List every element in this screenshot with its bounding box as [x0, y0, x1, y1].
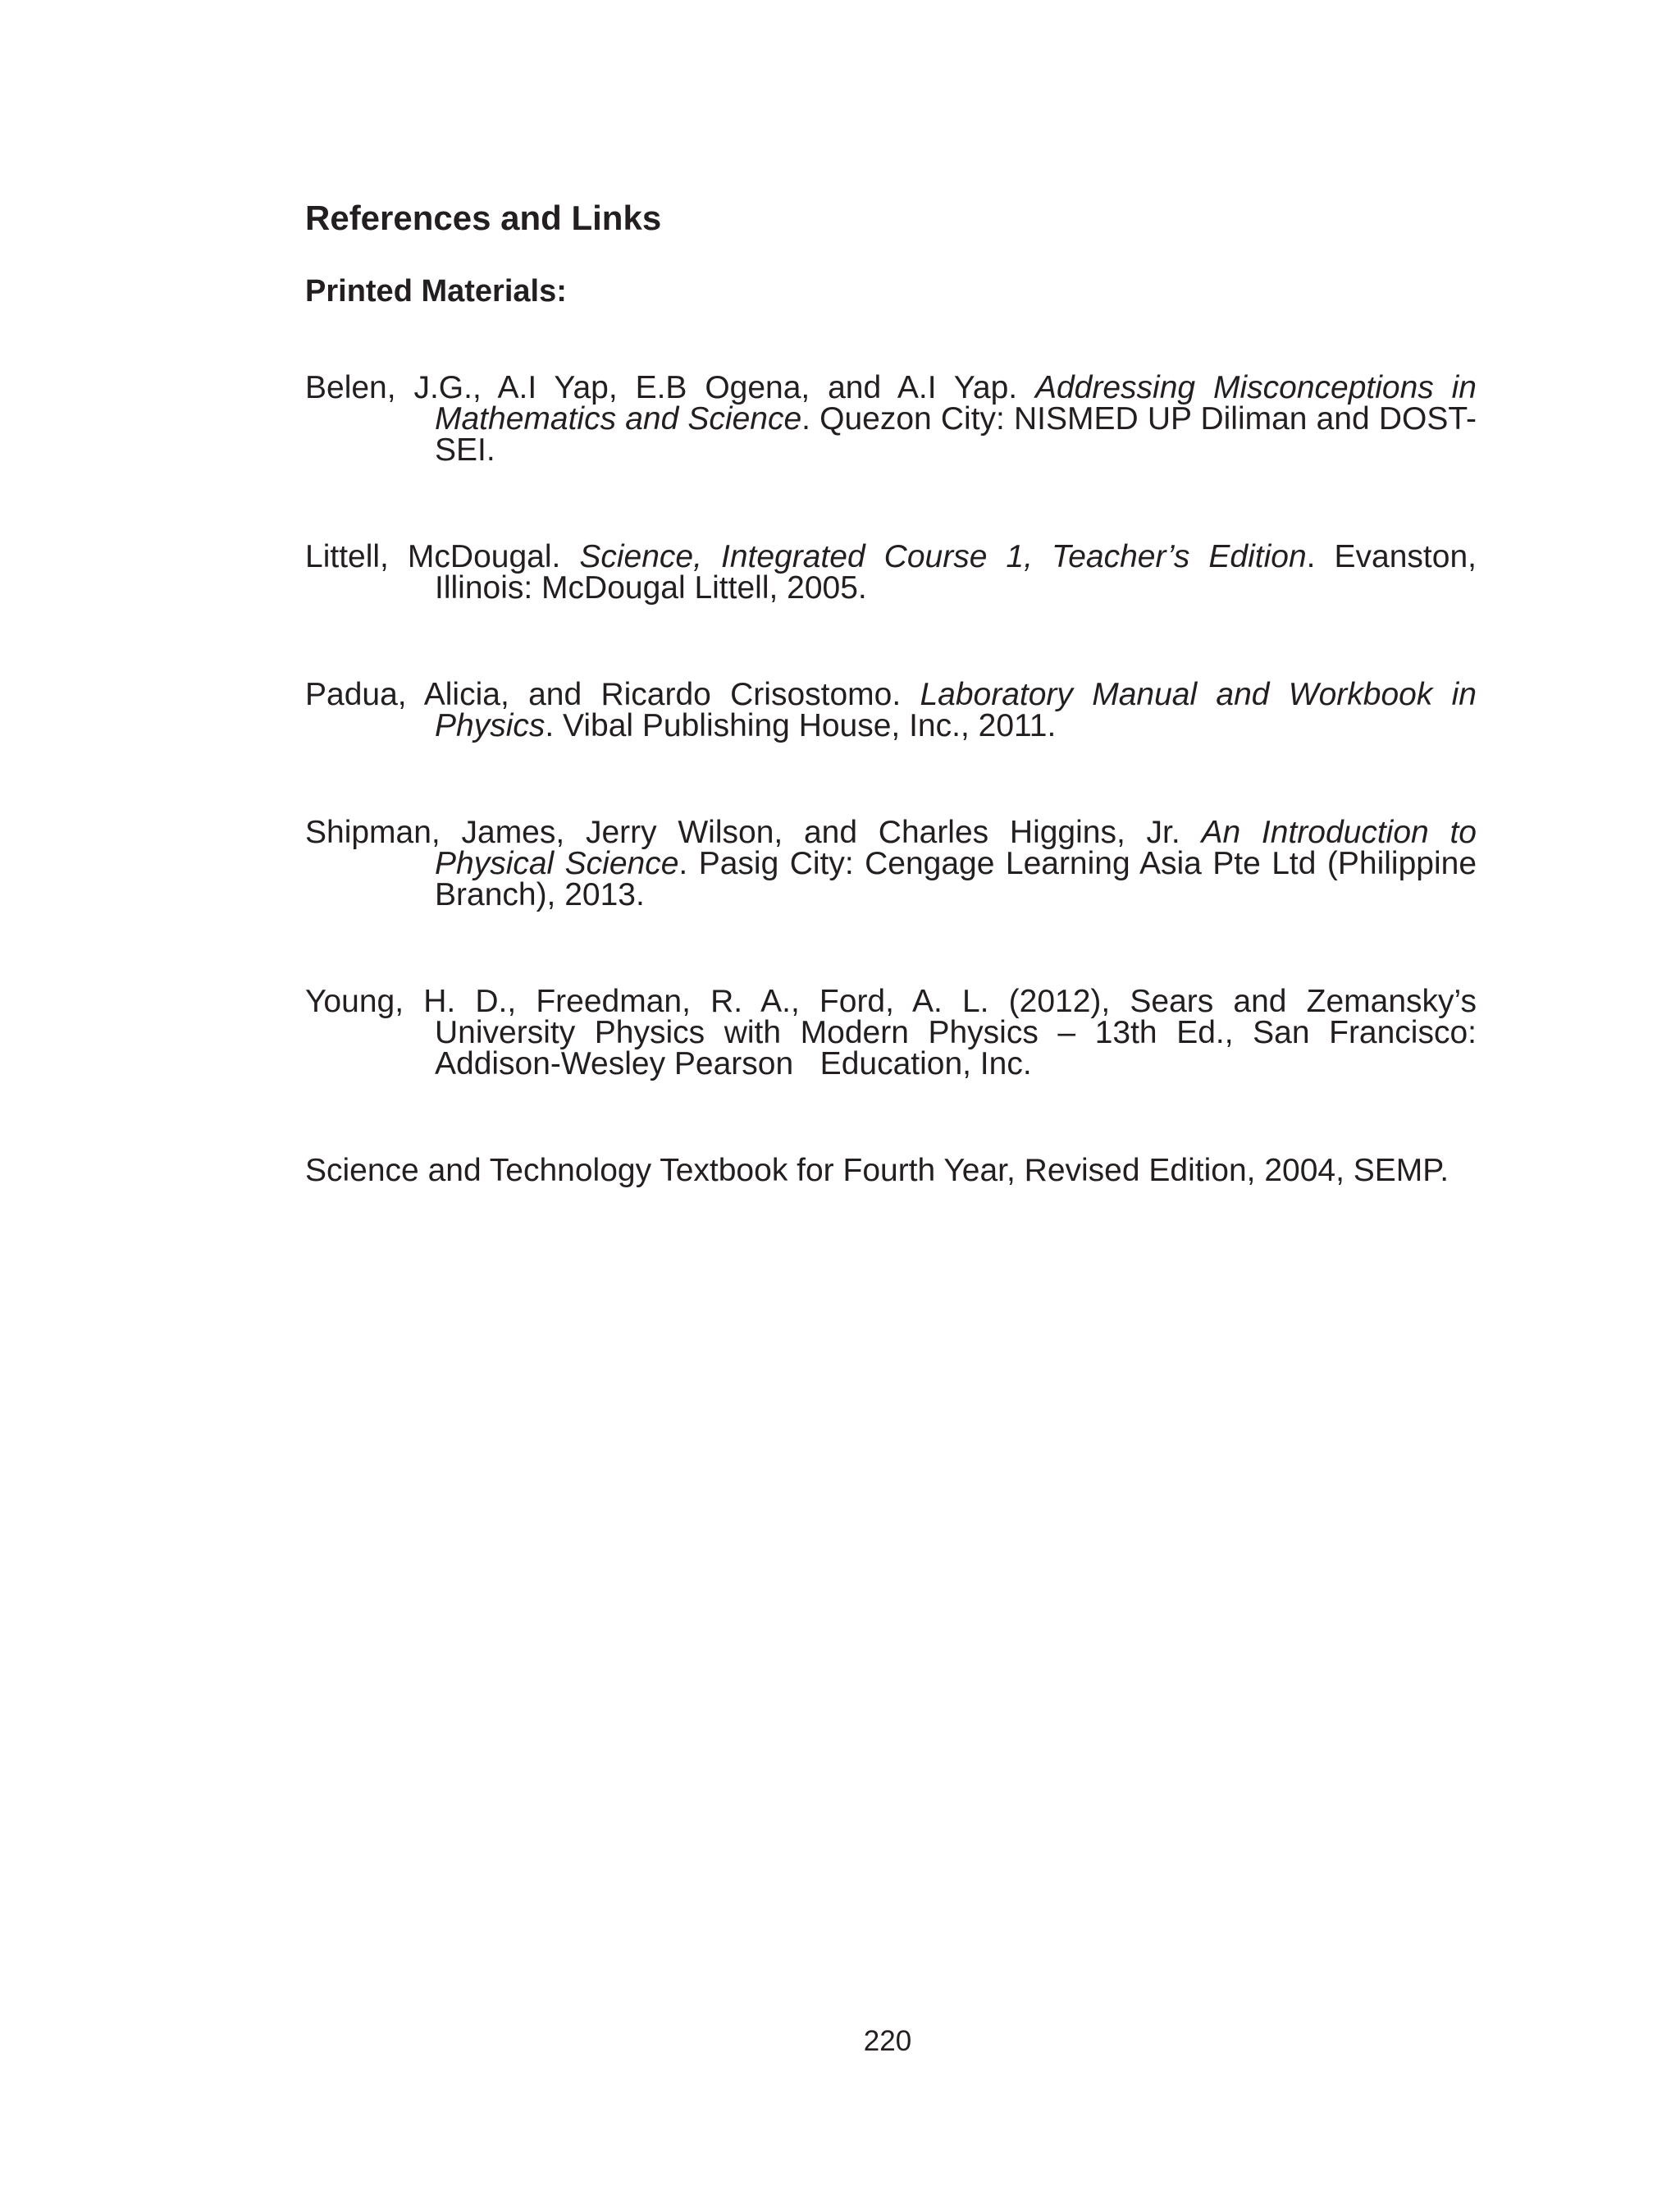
reference-text: Young, H. D., Freedman, R. A., Ford, A. L. (2012), Sears and Zemansky’s University Physics with Modern Physics – 13th Ed., San Francisco: Addison-Wesley Pearson Education, Inc. [305, 984, 1486, 1081]
reference-title: Science, Integrated Course 1, Teacher’s Edition [579, 539, 1307, 574]
reference-title: An Introduction to Physical Science [435, 815, 1477, 881]
reference-text: Science and Technology Textbook for Fourth Year, Revised Edition, 2004, SEMP. [305, 1153, 1449, 1188]
reference-publisher: . Vibal Publishing House, Inc., 2011. [545, 708, 1057, 743]
reference-entry [305, 817, 1477, 911]
reference-authors: Littell, McDougal. [305, 539, 580, 574]
reference-authors: Shipman, James, Jerry Wilson, and Charles Higgins, Jr. [305, 815, 1202, 850]
section-heading: References and Links [305, 199, 662, 237]
printed-materials-subheading: Printed Materials: [305, 274, 567, 309]
reference-publisher: . Quezon City: NISMED UP Diliman and DOST-SEI. [435, 401, 1477, 468]
reference-authors: Padua, Alicia, and Ricardo Crisostomo. [305, 677, 920, 712]
reference-publisher: . Evanston, Illinois: McDougal Littell, 2005. [435, 539, 1477, 606]
reference-publisher: . Pasig City: Cengage Learning Asia Pte Ltd (Philippine Branch), 2013. [435, 846, 1477, 912]
reference-title: Addressing Misconceptions in Mathematics and Science [435, 370, 1477, 437]
page-number: 220 [863, 2025, 912, 2057]
reference-list [305, 370, 1486, 1188]
reference-entry [305, 539, 1477, 606]
reference-title: Laboratory Manual and Workbook in Physics [435, 677, 1477, 743]
reference-entry [305, 679, 1477, 742]
reference-entry [305, 1155, 1477, 1186]
reference-authors: Belen, J.G., A.I Yap, E.B Ogena, and A.I Yap. [305, 370, 1035, 405]
reference-entry [305, 984, 1486, 1081]
document-page [305, 195, 1486, 1262]
reference-entry [305, 370, 1477, 468]
